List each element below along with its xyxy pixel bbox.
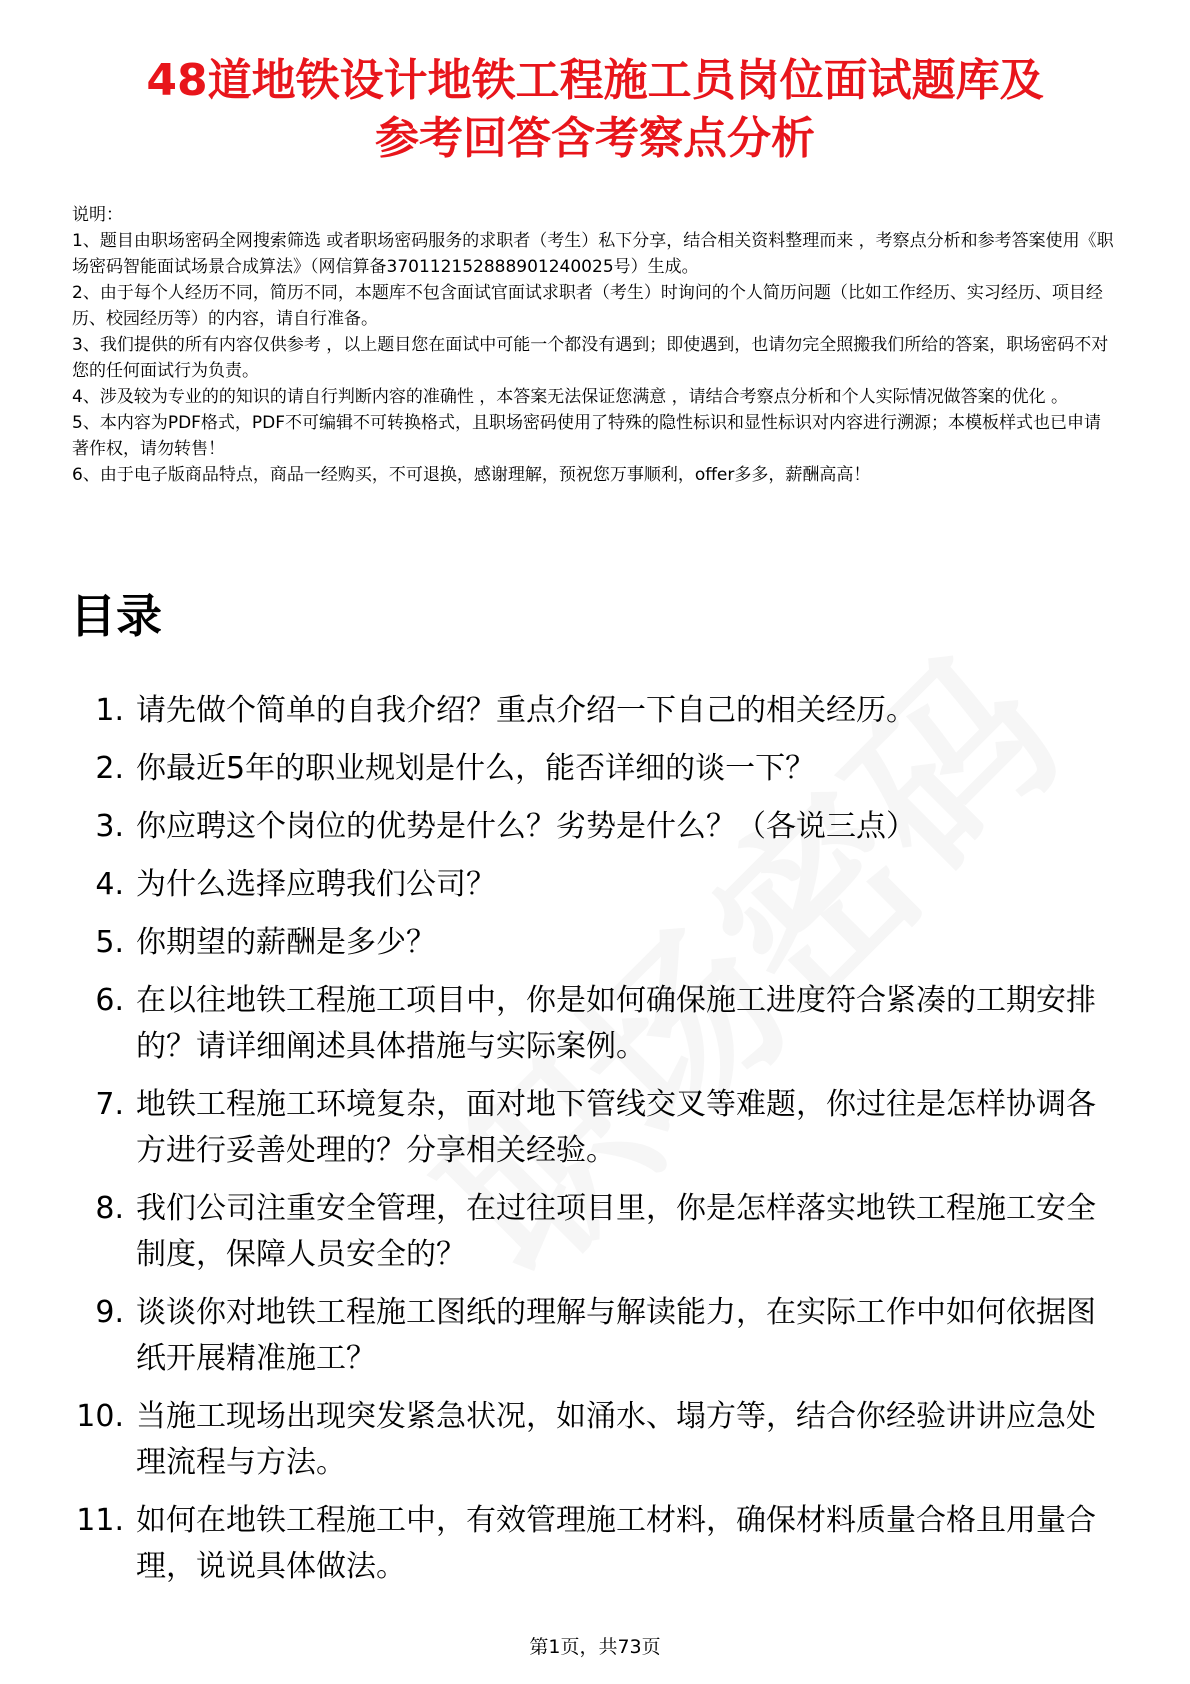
note-item: 4、涉及较为专业的的知识的请自行判断内容的准确性 ，本答案无法保证您满意 ，请结合考察点分析和个人实际情况做答案的优化 。: [72, 387, 1069, 407]
toc-item-text: 我们公司注重安全管理，在过往项目里，你是怎样落实地铁工程施工安全制度，保障人员安全的？: [136, 1191, 1096, 1272]
toc-item[interactable]: [62, 804, 1122, 850]
notes-label: 说明：: [72, 205, 123, 225]
toc-item-number: 5.: [95, 925, 124, 960]
toc-item[interactable]: [62, 1290, 1122, 1382]
note-item: 6、由于电子版商品特点，商品一经购买，不可退换，感谢理解，预祝您万事顺利，offer多多，薪酬高高！: [72, 465, 871, 485]
page-footer: 第1页，共73页: [529, 1636, 661, 1658]
toc-item-number: 3.: [95, 809, 124, 844]
toc-item[interactable]: [62, 746, 1122, 792]
toc-item-text: 当施工现场出现突发紧急状况，如涌水、塌方等，结合你经验讲讲应急处理流程与方法。: [136, 1399, 1096, 1480]
toc-item[interactable]: [62, 1394, 1122, 1486]
toc-item-number: 11.: [76, 1503, 124, 1538]
toc-item[interactable]: [62, 1186, 1122, 1278]
toc-item-text: 你应聘这个岗位的优势是什么？劣势是什么？（各说三点）: [136, 809, 916, 844]
note-item: 1、题目由职场密码全网搜索筛选 或者职场密码服务的求职者（考生）私下分享，结合相关资料整理而来 ，考察点分析和参考答案使用《职场密码智能面试场景合成算法》（网信算备370112152888901240025号）生成。: [72, 231, 1114, 277]
toc-item[interactable]: [62, 978, 1122, 1070]
note-item: 3、我们提供的所有内容仅供参考 ，以上题目您在面试中可能一个都没有遇到；即使遇到，也请勿完全照搬我们所给的答案，职场密码不对您的任何面试行为负责。: [72, 335, 1109, 381]
toc-item-text: 你期望的薪酬是多少？: [136, 925, 436, 960]
toc-item[interactable]: [62, 1082, 1122, 1174]
title-line-2: 参考回答含考察点分析: [375, 113, 815, 164]
toc-item[interactable]: [62, 920, 1122, 966]
toc-item-number: 1.: [95, 693, 124, 728]
toc-item[interactable]: [62, 688, 1122, 734]
toc-item-text: 你最近5年的职业规划是什么，能否详细的谈一下？: [136, 751, 816, 786]
toc-item-number: 8.: [95, 1191, 124, 1226]
toc-item-number: 9.: [95, 1295, 124, 1330]
toc-item-text: 在以往地铁工程施工项目中，你是如何确保施工进度符合紧凑的工期安排的？请详细阐述具体措施与实际案例。: [136, 983, 1096, 1064]
title-line-1: 48道地铁设计地铁工程施工员岗位面试题库及: [146, 55, 1044, 106]
page-title: [70, 52, 1120, 168]
table-of-contents: [62, 688, 1122, 1602]
toc-item[interactable]: [62, 862, 1122, 908]
toc-item-text: 如何在地铁工程施工中，有效管理施工材料，确保材料质量合格且用量合理，说说具体做法。: [136, 1503, 1096, 1584]
notes-section: [72, 202, 1118, 488]
toc-item-text: 请先做个简单的自我介绍？重点介绍一下自己的相关经历。: [136, 693, 916, 728]
toc-item-number: 10.: [76, 1399, 124, 1434]
toc-heading: 目录: [70, 589, 162, 643]
toc-item-text: 为什么选择应聘我们公司？: [136, 867, 496, 902]
note-item: 2、由于每个人经历不同，简历不同，本题库不包含面试官面试求职者（考生）时询问的个人简历问题（比如工作经历、实习经历、项目经历、校园经历等）的内容，请自行准备。: [72, 283, 1103, 329]
toc-item-text: 地铁工程施工环境复杂，面对地下管线交叉等难题，你过往是怎样协调各方进行妥善处理的？分享相关经验。: [136, 1087, 1096, 1168]
toc-item[interactable]: [62, 1498, 1122, 1590]
toc-item-number: 4.: [95, 867, 124, 902]
toc-item-text: 谈谈你对地铁工程施工图纸的理解与解读能力，在实际工作中如何依据图纸开展精准施工？: [136, 1295, 1096, 1376]
toc-item-number: 7.: [95, 1087, 124, 1122]
toc-item-number: 6.: [95, 983, 124, 1018]
note-item: 5、本内容为PDF格式，PDF不可编辑不可转换格式，且职场密码使用了特殊的隐性标识和显性标识对内容进行溯源；本模板样式也已申请著作权，请勿转售！: [72, 413, 1102, 459]
toc-item-number: 2.: [95, 751, 124, 786]
